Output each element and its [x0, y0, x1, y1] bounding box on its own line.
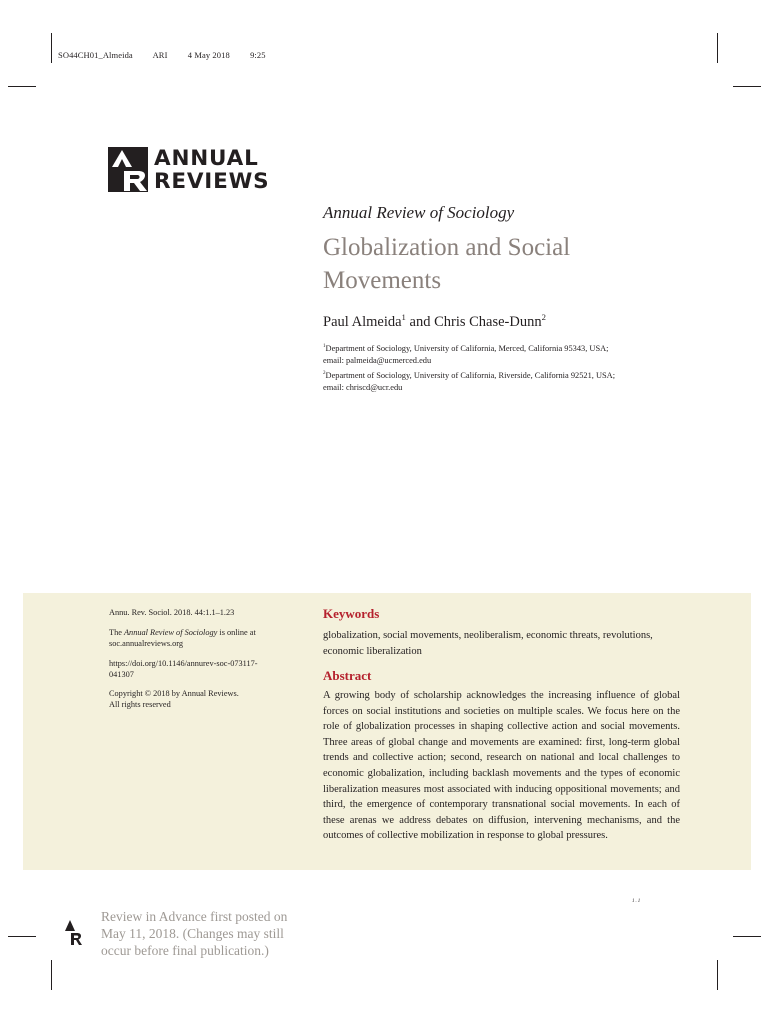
crop-mark-bottom-left-h	[8, 936, 36, 937]
affiliation-2	[323, 370, 663, 394]
ar-monogram-icon	[108, 147, 148, 192]
slug-code: ARI	[152, 50, 168, 60]
crop-mark-bottom-left-v	[51, 960, 52, 990]
review-in-advance-notice: Review in Advance first posted on May 11, 2018. (Changes may still occur before final publication.)	[101, 909, 288, 958]
copyright-line-2: All rights reserved	[109, 700, 171, 709]
logo-wordmark	[154, 147, 269, 193]
slug-date: 4 May 2018	[187, 50, 230, 60]
affiliation-email: email: chriscd@ucr.edu	[323, 383, 403, 392]
author-affiliation-marker: 1	[401, 312, 406, 323]
affiliation-marker: 2	[323, 371, 326, 377]
affiliation-marker: 1	[323, 344, 326, 350]
doi-line-1: https://doi.org/10.1146/annurev-soc-073117-	[109, 659, 258, 668]
abstract-text: A growing body of scholarship acknowledges the increasing influence of global forces on social institutions and societies on multiple scales. We focus here on the role of globalization processes in shaping collective action and social movements. Three areas of global change and movements are examined: first, long-term global trends and collective action; second, research on national and local challenges to economic globalization, including backlash movements and the types of economic liberalization measures most associated with inducing oppositional movements; and third, the emergence of contemporary transnational social movements. In each of these arenas we address debates on diffusion, intervening mechanisms, and the outcomes of collective mobilization in response to global pressures.	[323, 690, 680, 842]
online-journal: Annual Review of Sociology	[123, 628, 218, 637]
article-title: Globalization and Social Movements	[323, 234, 571, 294]
doi[interactable]	[109, 658, 299, 680]
slug-line	[58, 50, 284, 60]
copyright	[109, 688, 299, 710]
author-name: Paul Almeida	[323, 314, 402, 330]
author-name: Chris Chase-Dunn	[434, 314, 542, 330]
journal-name: Annual Review of Sociology	[323, 203, 515, 222]
online-url[interactable]: soc.annualreviews.org	[109, 639, 184, 648]
affiliation-1	[323, 343, 663, 367]
ar-monogram-small-icon	[64, 918, 82, 946]
logo-line-2: REVIEWS	[154, 169, 270, 194]
doi-line-2: 041307	[109, 670, 134, 679]
affiliation-email: email: palmeida@ucmerced.edu	[323, 356, 432, 365]
slug-time: 9:25	[250, 50, 266, 60]
author-affiliation-marker: 2	[541, 312, 546, 323]
crop-mark-top-right-h	[733, 86, 761, 87]
keywords-heading: Keywords	[323, 606, 380, 621]
online-prefix: The	[109, 628, 122, 637]
crop-mark-top-left-v	[51, 33, 52, 63]
affiliation-address: Department of Sociology, University of California, Riverside, California 92521, USA;	[325, 371, 616, 380]
crop-mark-top-right-v	[717, 33, 718, 63]
logo-line-1: ANNUAL	[154, 146, 259, 171]
author-list	[323, 314, 546, 331]
annual-reviews-logo	[108, 147, 269, 193]
abstract-heading: Abstract	[323, 668, 372, 683]
keywords-text: globalization, social movements, neoliberalism, economic threats, revolutions, economic liberalization	[323, 630, 653, 657]
author-conjunction: and	[409, 314, 431, 330]
citation: Annu. Rev. Sociol. 2018. 44:1.1–1.23	[109, 608, 235, 617]
crop-mark-bottom-right-h	[733, 936, 761, 937]
slug-file-id: SO44CH01_Almeida	[58, 50, 133, 60]
crop-mark-top-left-h	[8, 86, 36, 87]
page-folio: 1.1	[632, 899, 642, 904]
crop-mark-bottom-right-v	[717, 960, 718, 990]
online-suffix: is online at	[219, 628, 256, 637]
online-notice	[109, 627, 299, 649]
affiliation-address: Department of Sociology, University of California, Merced, California 95343, USA;	[325, 344, 609, 353]
copyright-line-1: Copyright © 2018 by Annual Reviews.	[109, 689, 239, 698]
